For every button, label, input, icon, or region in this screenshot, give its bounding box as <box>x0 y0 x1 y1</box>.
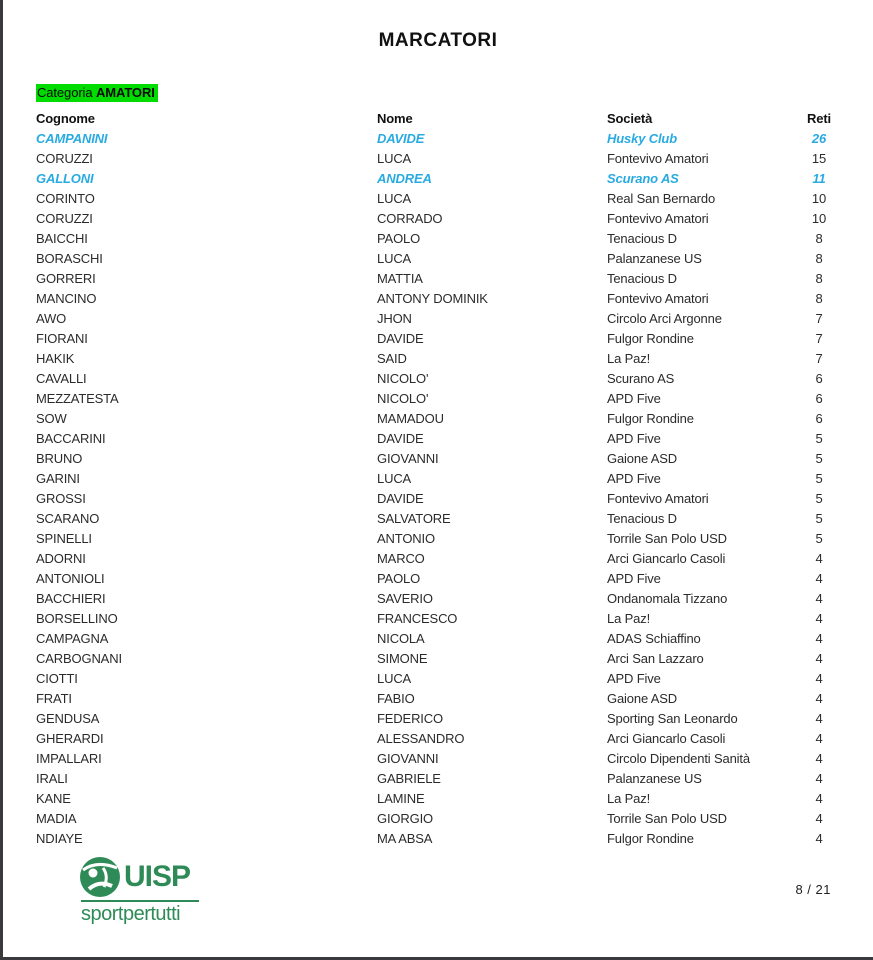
cell-reti: 8 <box>815 290 823 306</box>
cell-nome: MATTIA <box>377 270 423 286</box>
cell-cognome: CORINTO <box>36 190 95 206</box>
cell-societa: Gaione ASD <box>607 450 678 466</box>
cell-cognome: BRUNO <box>36 450 83 466</box>
table-row <box>36 788 834 808</box>
table-row <box>36 288 834 308</box>
cell-reti: 11 <box>812 170 826 186</box>
cell-reti: 5 <box>815 490 823 506</box>
cell-societa: APD Five <box>607 670 661 686</box>
cell-societa: Fontevivo Amatori <box>607 150 709 166</box>
table-row <box>36 528 834 548</box>
cell-cognome: KANE <box>36 790 71 806</box>
cell-societa: Arci Giancarlo Casoli <box>607 550 726 566</box>
column-header-societa: Società <box>607 110 653 126</box>
cell-societa: La Paz! <box>607 790 651 806</box>
table-row <box>36 708 834 728</box>
cell-societa: Scurano AS <box>607 170 679 186</box>
table-row <box>36 688 834 708</box>
table-row <box>36 448 834 468</box>
cell-societa: Fontevivo Amatori <box>607 490 709 506</box>
cell-reti: 4 <box>815 770 823 786</box>
cell-societa: La Paz! <box>607 610 651 626</box>
column-header-reti: Reti <box>807 110 831 126</box>
cell-cognome: IMPALLARI <box>36 750 102 766</box>
cell-societa: APD Five <box>607 470 661 486</box>
cell-societa: APD Five <box>607 570 661 586</box>
cell-reti: 4 <box>815 570 823 586</box>
table-row <box>36 668 834 688</box>
table-row <box>36 748 834 768</box>
cell-cognome: GROSSI <box>36 490 86 506</box>
cell-cognome: GALLONI <box>36 170 94 186</box>
table-row <box>36 268 834 288</box>
cell-nome: ANDREA <box>377 170 432 186</box>
cell-reti: 4 <box>815 590 823 606</box>
cell-reti: 4 <box>815 730 823 746</box>
cell-reti: 10 <box>811 190 827 206</box>
cell-societa: APD Five <box>607 430 661 446</box>
cell-nome: LUCA <box>377 670 412 686</box>
category-label: Categoria <box>37 85 93 100</box>
logo-title: UISP <box>124 860 191 893</box>
cell-cognome: MADIA <box>36 810 77 826</box>
cell-cognome: SPINELLI <box>36 530 92 546</box>
cell-cognome: NDIAYE <box>36 830 83 846</box>
cell-reti: 5 <box>815 450 823 466</box>
cell-reti: 5 <box>815 530 823 546</box>
cell-cognome: ADORNI <box>36 550 86 566</box>
cell-cognome: FRATI <box>36 690 72 706</box>
page-title: MARCATORI <box>378 30 498 51</box>
cell-societa: Fulgor Rondine <box>607 830 694 846</box>
cell-reti: 4 <box>815 830 823 846</box>
cell-reti: 8 <box>815 230 823 246</box>
cell-nome: NICOLO' <box>377 370 429 386</box>
table-row <box>36 128 834 148</box>
category-value: AMATORI <box>95 85 155 100</box>
cell-nome: LUCA <box>377 190 412 206</box>
cell-societa: Fulgor Rondine <box>607 410 694 426</box>
cell-reti: 4 <box>815 610 823 626</box>
table-row <box>36 348 834 368</box>
cell-nome: NICOLO' <box>377 390 429 406</box>
category-badge <box>36 84 158 102</box>
cell-reti: 4 <box>815 810 823 826</box>
cell-societa: Tenacious D <box>607 270 677 286</box>
cell-reti: 6 <box>815 390 823 406</box>
table-row <box>36 468 834 488</box>
cell-societa: Tenacious D <box>607 230 677 246</box>
table-row <box>36 588 834 608</box>
table-header-row <box>36 108 834 128</box>
cell-nome: SAVERIO <box>377 590 433 606</box>
table-body <box>36 128 834 848</box>
cell-societa: Fontevivo Amatori <box>607 290 709 306</box>
cell-nome: DAVIDE <box>377 130 425 146</box>
cell-nome: SALVATORE <box>377 510 451 526</box>
cell-nome: DAVIDE <box>377 330 424 346</box>
table-row <box>36 608 834 628</box>
table-row <box>36 648 834 668</box>
cell-societa: Palanzanese US <box>607 250 702 266</box>
cell-reti: 8 <box>815 270 823 286</box>
cell-reti: 7 <box>815 350 823 366</box>
cell-nome: PAOLO <box>377 570 421 586</box>
cell-nome: GIORGIO <box>377 810 434 826</box>
cell-nome: ANTONIO <box>377 530 435 546</box>
cell-cognome: IRALI <box>36 770 68 786</box>
cell-societa: ADAS Schiaffino <box>607 630 701 646</box>
cell-cognome: BAICCHI <box>36 230 88 246</box>
cell-nome: ANTONY DOMINIK <box>377 290 488 306</box>
table-row <box>36 148 834 168</box>
cell-reti: 10 <box>811 210 827 226</box>
table-row <box>36 568 834 588</box>
cell-reti: 15 <box>811 150 827 166</box>
cell-reti: 4 <box>815 650 823 666</box>
logo-divider <box>81 900 199 902</box>
cell-societa: Ondanomala Tizzano <box>607 590 728 606</box>
cell-reti: 5 <box>815 470 823 486</box>
cell-reti: 8 <box>815 250 823 266</box>
table-row <box>36 368 834 388</box>
cell-cognome: BACCHIERI <box>36 590 106 606</box>
cell-reti: 4 <box>815 630 823 646</box>
cell-nome: DAVIDE <box>377 430 424 446</box>
table-row <box>36 248 834 268</box>
cell-cognome: CAMPAGNA <box>36 630 109 646</box>
cell-nome: FRANCESCO <box>377 610 458 626</box>
cell-nome: GIOVANNI <box>377 750 439 766</box>
cell-nome: ALESSANDRO <box>377 730 465 746</box>
table-row <box>36 488 834 508</box>
cell-societa: Palanzanese US <box>607 770 702 786</box>
table-row <box>36 188 834 208</box>
cell-nome: MAMADOU <box>377 410 444 426</box>
logo-subtitle: sportpertutti <box>81 903 181 925</box>
cell-nome: MARCO <box>377 550 425 566</box>
table-row <box>36 308 834 328</box>
cell-nome: NICOLA <box>377 630 425 646</box>
cell-cognome: AWO <box>36 310 67 326</box>
cell-reti: 4 <box>815 710 823 726</box>
cell-reti: 7 <box>815 330 823 346</box>
cell-cognome: GHERARDI <box>36 730 104 746</box>
table-row <box>36 208 834 228</box>
cell-societa: Arci San Lazzaro <box>607 650 704 666</box>
cell-reti: 4 <box>815 550 823 566</box>
cell-cognome: HAKIK <box>36 350 75 366</box>
cell-societa: La Paz! <box>607 350 651 366</box>
cell-cognome: MANCINO <box>36 290 97 306</box>
cell-reti: 4 <box>815 690 823 706</box>
table-row <box>36 628 834 648</box>
cell-cognome: MEZZATESTA <box>36 390 119 406</box>
cell-reti: 26 <box>811 130 827 146</box>
table-row <box>36 808 834 828</box>
cell-nome: DAVIDE <box>377 490 424 506</box>
cell-societa: Gaione ASD <box>607 690 678 706</box>
cell-societa: Torrile San Polo USD <box>607 530 727 546</box>
cell-nome: SAID <box>377 350 407 366</box>
cell-cognome: BACCARINI <box>36 430 106 446</box>
cell-nome: PAOLO <box>377 230 421 246</box>
cell-cognome: CARBOGNANI <box>36 650 122 666</box>
table-row <box>36 768 834 788</box>
table-row <box>36 728 834 748</box>
cell-cognome: CORUZZI <box>36 210 93 226</box>
cell-cognome: GENDUSA <box>36 710 100 726</box>
table-row <box>36 328 834 348</box>
cell-reti: 5 <box>815 510 823 526</box>
table-row <box>36 548 834 568</box>
uisp-logo <box>79 856 229 925</box>
table-row <box>36 408 834 428</box>
cell-cognome: CAVALLI <box>36 370 87 386</box>
cell-societa: APD Five <box>607 390 661 406</box>
cell-cognome: BORSELLINO <box>36 610 118 626</box>
column-header-nome: Nome <box>377 110 413 126</box>
table-row <box>36 168 834 188</box>
cell-societa: Husky Club <box>607 130 678 146</box>
page-number: 8 / 21 <box>795 882 831 897</box>
cell-societa: Arci Giancarlo Casoli <box>607 730 726 746</box>
cell-societa: Torrile San Polo USD <box>607 810 727 826</box>
cell-cognome: CORUZZI <box>36 150 93 166</box>
cell-societa: Real San Bernardo <box>607 190 716 206</box>
cell-nome: SIMONE <box>377 650 428 666</box>
table-row <box>36 428 834 448</box>
cell-nome: FEDERICO <box>377 710 443 726</box>
cell-cognome: SCARANO <box>36 510 100 526</box>
cell-cognome: CAMPANINI <box>36 130 108 146</box>
cell-nome: LUCA <box>377 470 412 486</box>
cell-reti: 6 <box>815 410 823 426</box>
cell-societa: Fulgor Rondine <box>607 330 694 346</box>
cell-nome: CORRADO <box>377 210 443 226</box>
table-row <box>36 828 834 848</box>
cell-reti: 4 <box>815 750 823 766</box>
table-row <box>36 388 834 408</box>
column-header-cognome: Cognome <box>36 110 95 126</box>
cell-nome: JHON <box>377 310 412 326</box>
cell-cognome: ANTONIOLI <box>36 570 105 586</box>
cell-nome: GIOVANNI <box>377 450 439 466</box>
cell-reti: 4 <box>815 670 823 686</box>
cell-nome: LUCA <box>377 250 412 266</box>
cell-reti: 7 <box>815 310 823 326</box>
cell-societa: Scurano AS <box>607 370 675 386</box>
cell-cognome: GARINI <box>36 470 80 486</box>
cell-reti: 5 <box>815 430 823 446</box>
cell-societa: Sporting San Leonardo <box>607 710 738 726</box>
cell-cognome: FIORANI <box>36 330 88 346</box>
table-row <box>36 228 834 248</box>
cell-cognome: GORRERI <box>36 270 96 286</box>
cell-cognome: SOW <box>36 410 67 426</box>
scorers-table <box>36 84 834 848</box>
cell-reti: 4 <box>815 790 823 806</box>
uisp-logo-icon <box>79 856 121 898</box>
cell-cognome: CIOTTI <box>36 670 78 686</box>
cell-societa: Tenacious D <box>607 510 677 526</box>
cell-societa: Circolo Dipendenti Sanità <box>607 750 750 766</box>
table-row <box>36 508 834 528</box>
cell-nome: MA ABSA <box>377 830 433 846</box>
cell-nome: LAMINE <box>377 790 425 806</box>
cell-nome: FABIO <box>377 690 415 706</box>
cell-societa: Fontevivo Amatori <box>607 210 709 226</box>
cell-cognome: BORASCHI <box>36 250 103 266</box>
cell-nome: LUCA <box>377 150 412 166</box>
cell-nome: GABRIELE <box>377 770 441 786</box>
cell-societa: Circolo Arci Argonne <box>607 310 722 326</box>
cell-reti: 6 <box>815 370 823 386</box>
